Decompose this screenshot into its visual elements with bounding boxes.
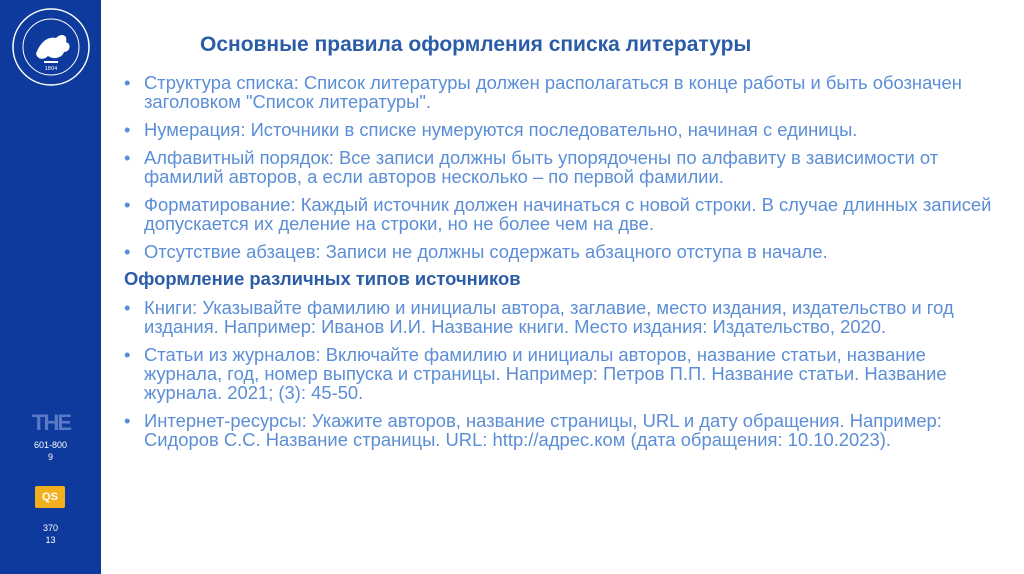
qs-rank-sub: 13 <box>45 535 56 545</box>
bullet-icon: • <box>124 344 131 365</box>
the-rank: 601-800 <box>33 440 68 450</box>
list-item <box>124 345 1009 402</box>
list-item <box>124 73 1009 111</box>
list-item <box>124 120 1009 139</box>
svg-text:1804: 1804 <box>44 66 58 72</box>
list-item-text: Статьи из журналов: Включайте фамилию и инициалы авторов, название статьи, название журнала, год, номер выпуска и страницы. Например: Петров П.П. Название статьи. Название журнала. 2021; (3): 45-50. <box>144 344 947 403</box>
list-item-text: Алфавитный порядок: Все записи должны быть упорядочены по алфавиту в зависимости от фамилий авторов, а если авторов несколько – по первой фамилии. <box>144 147 939 187</box>
bullet-icon: • <box>124 194 131 215</box>
page-title: Основные правила оформления списка литературы <box>200 33 752 56</box>
sources-list <box>124 298 1009 449</box>
section-subheading: Оформление различных типов источников <box>124 268 521 289</box>
list-item-text: Структура списка: Список литературы должен располагаться в конце работы и быть обозначен заголовком "Список литературы". <box>144 72 962 112</box>
list-item <box>124 195 1009 233</box>
qs-ranking-icon: QS <box>35 486 65 508</box>
slide-content <box>124 73 1009 458</box>
list-item-text: Форматирование: Каждый источник должен начинаться с новой строки. В случае длинных записей допускается их деление на строки, но не более чем на две. <box>144 194 992 234</box>
bullet-icon: • <box>124 297 131 318</box>
list-item <box>124 298 1009 336</box>
the-rank-sub: 9 <box>47 452 53 462</box>
list-item-text: Книги: Указывайте фамилию и инициалы автора, заглавие, место издания, издательство и год издания. Например: Иванов И.И. Название книги. Место издания: Издательство, 2020. <box>144 297 954 337</box>
bullet-icon: • <box>124 147 131 168</box>
university-logo <box>10 6 92 88</box>
bullet-icon: • <box>124 410 131 431</box>
list-item <box>124 148 1009 186</box>
list-item <box>124 242 1009 261</box>
rules-list <box>124 73 1009 261</box>
list-item <box>124 411 1009 449</box>
the-ranking-icon: THE <box>32 410 70 435</box>
bullet-icon: • <box>124 241 131 262</box>
sidebar <box>0 0 101 574</box>
list-item-text: Отсутствие абзацев: Записи не должны содержать абзацного отступа в начале. <box>144 241 828 262</box>
qs-rank: 370 <box>42 523 59 533</box>
bullet-icon: • <box>124 119 131 140</box>
list-item-text: Интернет-ресурсы: Укажите авторов, название страницы, URL и дату обращения. Например: Сидоров С.С. Название страницы. URL: http://адрес.ком (дата обращения: 10.10.2023). <box>144 410 942 450</box>
kfu-logo-icon <box>10 6 92 88</box>
list-item-text: Нумерация: Источники в списке нумеруются последовательно, начиная с единицы. <box>144 119 858 140</box>
bullet-icon: • <box>124 72 131 93</box>
